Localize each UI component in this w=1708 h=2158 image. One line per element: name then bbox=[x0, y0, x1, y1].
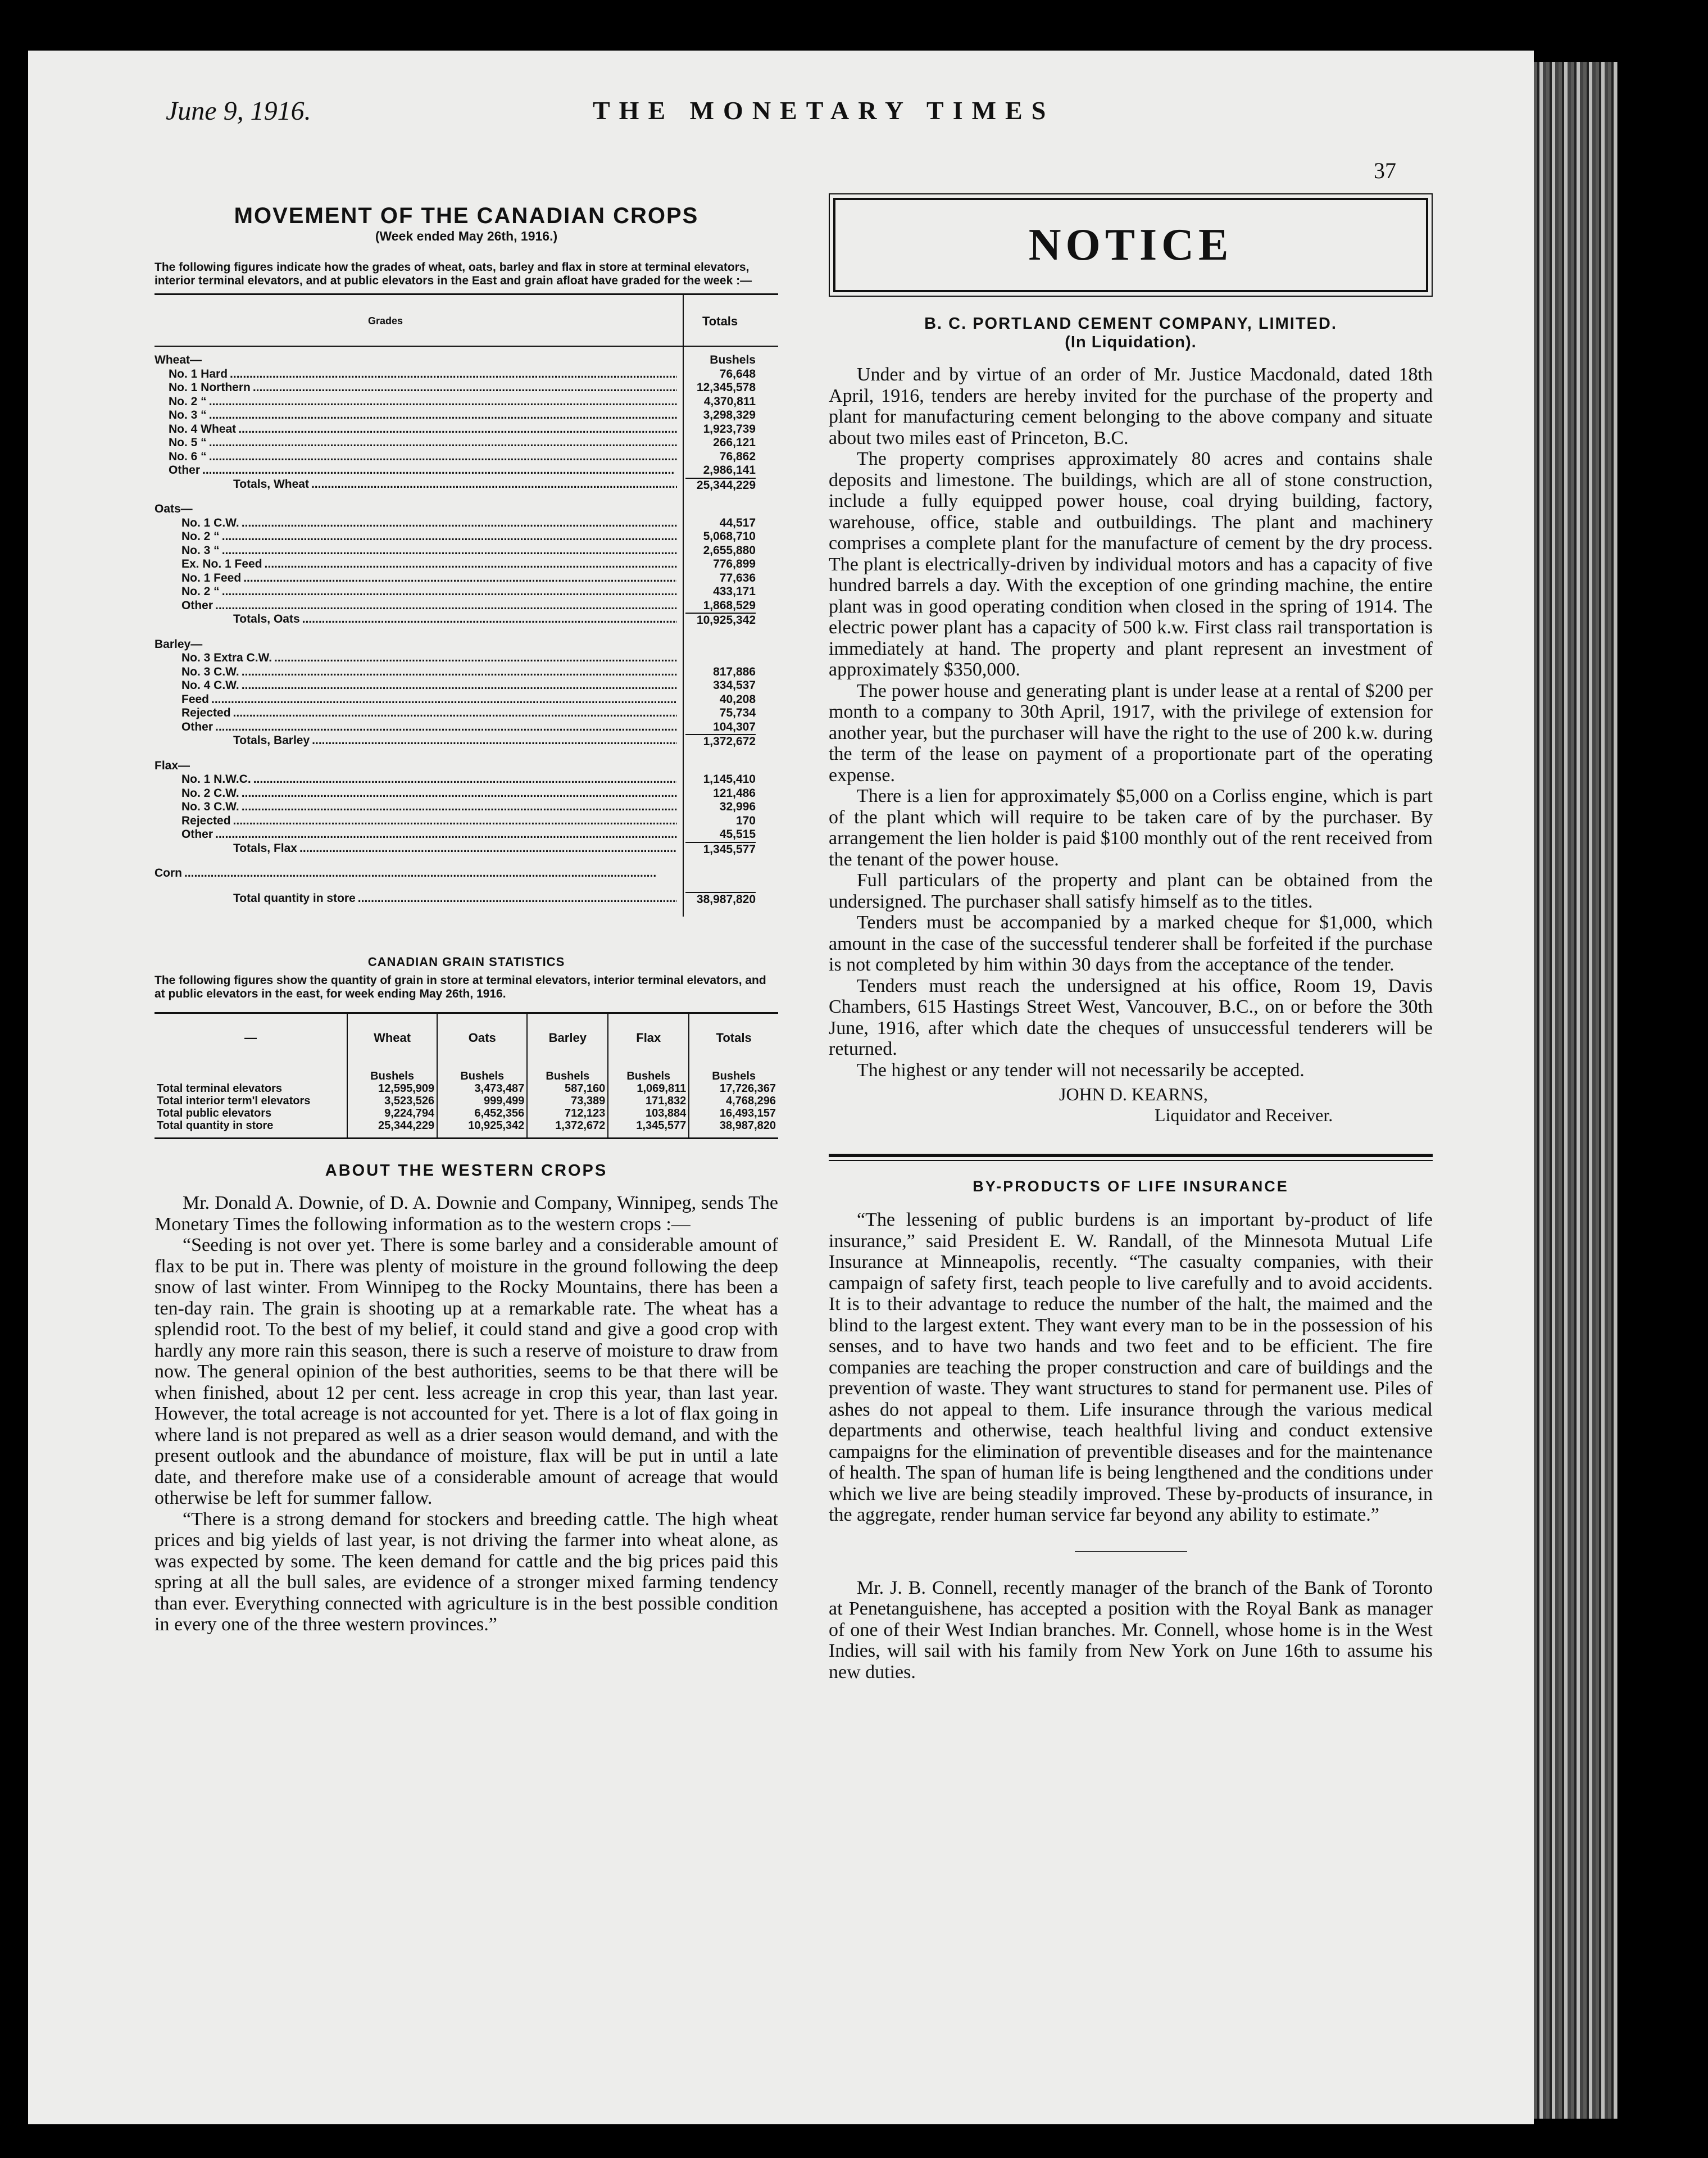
short-rule bbox=[1075, 1551, 1187, 1552]
oats-grade-label: No. 1 C.W. ..... bbox=[155, 516, 677, 531]
oats-grade-value: 2,655,880 bbox=[703, 543, 756, 557]
paragraph: Full particulars of the property and plant can be obtained from the undersigned. The purchaser shall satisfy himself as to the titles. bbox=[829, 870, 1433, 912]
wheat-grade-label: No. 3 “ ..... bbox=[155, 409, 677, 423]
grain-stats-oats: 6,452,356 bbox=[437, 1107, 527, 1119]
crops-title: MOVEMENT OF THE CANADIAN CROPS bbox=[234, 203, 699, 228]
table-row bbox=[155, 773, 778, 787]
table-row bbox=[155, 450, 778, 464]
unit-label: Bushels bbox=[437, 1062, 527, 1082]
table-row bbox=[155, 706, 778, 720]
grain-stats-barley: 1,372,672 bbox=[527, 1119, 608, 1132]
table-row bbox=[155, 651, 778, 665]
flax-grade-value: 32,996 bbox=[719, 800, 756, 813]
oats-total-value: 10,925,342 bbox=[685, 613, 756, 628]
oats-grade-value: 77,636 bbox=[719, 571, 756, 584]
table-row bbox=[155, 395, 778, 409]
table-row bbox=[155, 679, 778, 693]
table-row bbox=[155, 436, 778, 450]
table-row bbox=[155, 665, 778, 679]
grain-stats-wheat: 9,224,794 bbox=[347, 1107, 437, 1119]
grain-stats-oats: 10,925,342 bbox=[437, 1119, 527, 1132]
grain-stats-column-header: — bbox=[244, 1031, 257, 1045]
flax-heading: Flax— bbox=[155, 759, 190, 772]
table-row bbox=[155, 530, 778, 544]
barley-grade-value: 817,886 bbox=[713, 665, 756, 678]
flax-grade-value: 121,486 bbox=[713, 786, 756, 800]
wheat-grade-value: 76,648 bbox=[719, 367, 756, 380]
table-row-total bbox=[155, 613, 778, 627]
crops-subtitle: (Week ended May 26th, 1916.) bbox=[375, 229, 558, 243]
oats-grade-value: 1,868,529 bbox=[703, 599, 756, 612]
wheat-grade-label: No. 1 Northern ..... bbox=[155, 381, 677, 395]
oats-grade-label: Other ..... bbox=[155, 599, 677, 613]
grain-stats-unit-row bbox=[155, 1062, 778, 1082]
table-row bbox=[155, 585, 778, 599]
barley-grade-label: No. 3 C.W. ..... bbox=[155, 665, 677, 679]
wheat-grade-label: No. 6 “ ..... bbox=[155, 450, 677, 464]
paragraph: Mr. Donald A. Downie, of D. A. Downie and Company, Winnipeg, sends The Monetary Times the following information as to the western crops :— bbox=[155, 1193, 778, 1235]
company-name: B. C. PORTLAND CEMENT COMPANY, LIMITED. bbox=[924, 315, 1337, 333]
table-row bbox=[155, 464, 778, 478]
grain-stats-label: Total interior term'l elevators bbox=[157, 1095, 311, 1107]
grain-stats-total: 38,987,820 bbox=[689, 1119, 778, 1132]
signatory-role: Liquidator and Receiver. bbox=[1155, 1105, 1333, 1125]
table-row-grand-total bbox=[155, 892, 778, 906]
wheat-heading: Wheat— bbox=[155, 353, 202, 366]
table-row bbox=[155, 828, 778, 842]
grades-header: Grades bbox=[368, 315, 403, 327]
barley-grade-label: No. 4 C.W. ..... bbox=[155, 679, 677, 693]
grain-stats-flax: 103,884 bbox=[608, 1107, 689, 1119]
grain-stats-barley: 587,160 bbox=[527, 1082, 608, 1095]
oats-grade-label: No. 2 “ ..... bbox=[155, 530, 677, 544]
table-row bbox=[155, 720, 778, 735]
paragraph: “Seeding is not over yet. There is some barley and a considerable amount of flax to be put in. There was plenty of moisture in the ground following the deep snow of last winter. From Winnipeg to the Rocky Mountains, there has been a ten-day rain. The grain is shooting up at a remarkable rate. The wheat has a splendid root. To the best of my belief, it could stand and give a good crop with hardly any more rain this season, there is such a reserve of moisture to draw from now. The general opinion of the best authorities, seems to be that there will be when finished, about 12 per cent. less acreage in crop this year, than last year. However, the total acreage is not accounted for yet. There is a lot of flax going in where land is not prepared as well as a drier season would demand, and with the present outlook and the abundance of moisture, flax will be put in until a late date, and therefore make use of a considerable amount of acreage that would otherwise be left for summer fallow. bbox=[155, 1235, 778, 1508]
flax-total-value: 1,345,577 bbox=[685, 842, 756, 857]
barley-grade-value: 334,537 bbox=[713, 679, 756, 692]
wheat-grade-value: 12,345,578 bbox=[696, 381, 756, 394]
flax-grade-label: No. 2 C.W. ..... bbox=[155, 787, 677, 801]
flax-grade-label: Other ..... bbox=[155, 828, 677, 842]
grain-stats-flax: 1,345,577 bbox=[608, 1119, 689, 1132]
grain-stats-oats: 999,499 bbox=[437, 1095, 527, 1107]
paragraph: Tenders must reach the undersigned at his office, Room 19, Davis Chambers, 615 Hastings Street West, Vancouver, B.C., on or before the 30th June, 1916, after which date the cheques of unsuccessful tenderers will be returned. bbox=[829, 975, 1433, 1059]
journal-title: THE MONETARY TIMES bbox=[593, 96, 1055, 125]
barley-heading: Barley— bbox=[155, 637, 203, 651]
wheat-grade-label: No. 5 “ ..... bbox=[155, 436, 677, 450]
paragraph: “There is a strong demand for stockers and breeding cattle. The high wheat prices and big yields of last year, is not driving the farmer into wheat alone, as was expected by some. The keen demand for cattle and the big prices paid this spring at all the bull sales, are evidence of a stronger mixed farming tendency than ever. Everything connected with agriculture is in the best possible condition in every one of the three western provinces.” bbox=[155, 1508, 778, 1635]
table-row bbox=[155, 381, 778, 395]
grain-stats-flax: 171,832 bbox=[608, 1095, 689, 1107]
table-row bbox=[155, 409, 778, 423]
table-row bbox=[155, 572, 778, 586]
flax-grade-value: 170 bbox=[735, 814, 756, 827]
crops-grades-table bbox=[155, 293, 778, 917]
oats-grade-value: 5,068,710 bbox=[703, 530, 756, 543]
wheat-grade-label: No. 1 Hard ..... bbox=[155, 368, 677, 382]
notice-body bbox=[829, 364, 1433, 1081]
barley-total-value: 1,372,672 bbox=[685, 734, 756, 749]
barley-total-label: Totals, Barley ..... bbox=[155, 734, 677, 748]
section-rule bbox=[829, 1154, 1433, 1161]
table-row bbox=[155, 1107, 778, 1119]
unit-label: Bushels bbox=[710, 353, 756, 366]
grand-total-label: Total quantity in store ..... bbox=[155, 892, 677, 906]
table-row bbox=[155, 800, 778, 814]
table-row-total bbox=[155, 478, 778, 492]
right-column bbox=[829, 191, 1433, 1683]
grain-stats-wheat: 25,344,229 bbox=[347, 1119, 437, 1132]
wheat-grade-label: No. 2 “ ..... bbox=[155, 395, 677, 409]
oats-grade-value: 776,899 bbox=[713, 557, 756, 570]
grain-stats-column-header: Flax bbox=[608, 1013, 689, 1063]
corn-label: Corn ..... bbox=[155, 867, 677, 881]
table-row bbox=[155, 544, 778, 558]
oats-grade-label: No. 3 “ ..... bbox=[155, 544, 677, 558]
table-row bbox=[155, 814, 778, 828]
table-row bbox=[155, 423, 778, 437]
signatory-name: JOHN D. KEARNS, bbox=[1059, 1084, 1208, 1104]
wheat-grade-value: 3,298,329 bbox=[703, 409, 756, 421]
flax-total-label: Totals, Flax ..... bbox=[155, 842, 677, 856]
grain-stats-table bbox=[155, 1012, 778, 1139]
wheat-total-label: Totals, Wheat ..... bbox=[155, 478, 677, 492]
paragraph: There is a lien for approximately $5,000 on a Corliss engine, which is part of the plant which will require to be taken care of by the purchaser. By arrangement the lien holder is paid $100 monthly out of the rent received from the tenant of the power house. bbox=[829, 786, 1433, 870]
wheat-total-value: 25,344,229 bbox=[685, 478, 756, 493]
oats-total-label: Totals, Oats ..... bbox=[155, 613, 677, 627]
grain-stats-wheat: 12,595,909 bbox=[347, 1082, 437, 1095]
western-crops-title: ABOUT THE WESTERN CROPS bbox=[325, 1162, 608, 1180]
grain-stats-title: CANADIAN GRAIN STATISTICS bbox=[367, 955, 565, 969]
barley-grade-label: Rejected ..... bbox=[155, 706, 677, 720]
page-number: 37 bbox=[1374, 158, 1396, 183]
barley-grade-label: No. 3 Extra C.W. ..... bbox=[155, 651, 677, 665]
grand-total-value: 38,987,820 bbox=[685, 892, 756, 907]
paragraph: The power house and generating plant is under lease at a rental of $200 per month to a company to 30th April, 1917, with the privilege of extension for another year, but the purchaser will have the right to the use of 200 k.w. during the term of the lease on payment of a proportionate part of the operating expense. bbox=[829, 680, 1433, 786]
table-row-total bbox=[155, 842, 778, 856]
table-row bbox=[155, 516, 778, 531]
barley-grade-label: Feed ..... bbox=[155, 693, 677, 707]
paragraph: The highest or any tender will not necessarily be accepted. bbox=[857, 1059, 1305, 1081]
flax-grade-label: No. 3 C.W. ..... bbox=[155, 800, 677, 814]
grain-stats-label: Total quantity in store bbox=[157, 1119, 274, 1132]
grain-stats-flax: 1,069,811 bbox=[608, 1082, 689, 1095]
paragraph: Mr. J. B. Connell, recently manager of the branch of the Bank of Toronto at Penetanguishene, has accepted a position with the Royal Bank as manager of one of their West Indian branches. Mr. Connell, whose home is in the West Indies, will sail with his family from New York on June 16th to assume his new duties. bbox=[829, 1577, 1433, 1683]
life-insurance-body bbox=[829, 1209, 1433, 1526]
life-insurance-title: BY-PRODUCTS OF LIFE INSURANCE bbox=[973, 1178, 1289, 1195]
table-header bbox=[155, 295, 778, 347]
wheat-grade-value: 266,121 bbox=[713, 436, 756, 449]
grain-stats-column-header: Wheat bbox=[347, 1013, 437, 1063]
paragraph: The property comprises approximately 80 acres and contains shale deposits and limestone. The buildings, which are all of stone construction, include a fully equipped power house, coal drying building, factory, warehouse, office, stable and outbuildings. The plant and machinery comprises a complete plant for the manufacture of cement by the dry process. The plant is electrically-driven by individual motors and has a capacity of five hundred barrels a day. With the exception of one grinding machine, the entire plant was in good operating condition when closed in the spring of 1914. The electric power plant has a capacity of 500 k.w. First class rail transportation is immediately at hand. The property and plant represent an investment of approximately $350,000. bbox=[829, 448, 1433, 680]
connell-note bbox=[829, 1577, 1433, 1683]
table-row bbox=[155, 599, 778, 613]
crops-intro: The following figures indicate how the grades of wheat, oats, barley and flax in store at terminal elevators, interior terminal elevators, and at public elevators in the East and grain afloat have graded for the week :— bbox=[155, 261, 752, 287]
grain-stats-intro: The following figures show the quantity of grain in store at terminal elevators, interior terminal elevators, and at public elevators in the east, for week ending May 26th, 1916. bbox=[155, 974, 766, 1000]
unit-label: Bushels bbox=[347, 1062, 437, 1082]
notice-title: NOTICE bbox=[1028, 220, 1233, 270]
grain-stats-label: Total public elevators bbox=[157, 1107, 272, 1119]
grain-stats-wheat: 3,523,526 bbox=[347, 1095, 437, 1107]
flax-grade-value: 1,145,410 bbox=[703, 773, 756, 786]
wheat-grade-value: 1,923,739 bbox=[703, 422, 756, 436]
western-crops-body bbox=[155, 1193, 778, 1635]
table-row bbox=[155, 693, 778, 707]
page-edges bbox=[1534, 62, 1618, 2119]
issue-date: June 9, 1916. bbox=[166, 96, 311, 126]
oats-grade-label: No. 2 “ ..... bbox=[155, 585, 677, 599]
grain-stats-barley: 73,389 bbox=[527, 1095, 608, 1107]
oats-grade-value: 44,517 bbox=[719, 516, 756, 529]
table-row bbox=[155, 1082, 778, 1095]
flax-grade-value: 45,515 bbox=[719, 828, 756, 841]
grain-stats-total: 4,768,296 bbox=[689, 1095, 778, 1107]
grain-stats-barley: 712,123 bbox=[527, 1107, 608, 1119]
totals-header: Totals bbox=[702, 314, 738, 328]
wheat-grade-value: 4,370,811 bbox=[703, 395, 756, 408]
paragraph: Tenders must be accompanied by a marked cheque for $1,000, which amount in the case of the successful tenderer shall be forfeited if the purchase is not completed by him within 30 days from the acceptance of the tender. bbox=[829, 912, 1433, 975]
paragraph: “The lessening of public burdens is an important by-product of life insurance,” said President E. W. Randall, of the Minnesota Mutual Life Insurance at Minneapolis, recently. “The casualty companies, with their campaign of safety first, teach people to live carefully and to avoid accidents. It is to their advantage to reduce the number of the halt, the maimed and the blind to the largest extent. They want every man to be in the possession of his senses, and to have two hands and two feet and to be efficient. The fire companies are teaching the proper construction and care of buildings and the prevention of waste. They want structures to stand for permanent use. Piles of ashes do not appeal to them. Life insurance through the various medical departments and otherwise, teach healthful living and conduct extensive campaigns for the elimination of preventible diseases and for the maintenance of health. The span of human life is being lengthened and the conditions under which we live are being steadily improved. These by-products of insurance, in the aggregate, render human service far beyond any ability to estimate.” bbox=[829, 1209, 1433, 1525]
company-status: (In Liquidation). bbox=[1065, 333, 1197, 351]
flax-grade-label: No. 1 N.W.C. ..... bbox=[155, 773, 677, 787]
notice-box bbox=[833, 198, 1428, 292]
grain-stats-total: 16,493,157 bbox=[689, 1107, 778, 1119]
oats-grade-label: Ex. No. 1 Feed ..... bbox=[155, 557, 677, 572]
oats-grade-value: 433,171 bbox=[713, 585, 756, 598]
barley-grade-label: Other ..... bbox=[155, 720, 677, 735]
flax-grade-label: Rejected ..... bbox=[155, 814, 677, 828]
wheat-grade-value: 76,862 bbox=[719, 450, 756, 463]
table-row bbox=[155, 1095, 778, 1107]
unit-label: Bushels bbox=[689, 1062, 778, 1082]
paragraph: Under and by virtue of an order of Mr. Justice Macdonald, dated 18th April, 1916, tenders are hereby invited for the purchase of the property and plant for manufacturing cement belonging to the above company and situate about two miles east of Princeton, B.C. bbox=[829, 364, 1433, 448]
unit-label: Bushels bbox=[608, 1062, 689, 1082]
barley-grade-value: 40,208 bbox=[719, 692, 756, 706]
grain-stats-column-header: Oats bbox=[437, 1013, 527, 1063]
oats-heading: Oats— bbox=[155, 502, 193, 515]
unit-label: Bushels bbox=[527, 1062, 608, 1082]
table-row bbox=[155, 353, 778, 368]
wheat-grade-label: Other ..... bbox=[155, 464, 677, 478]
wheat-grade-value: 2,986,141 bbox=[703, 464, 756, 477]
table-row bbox=[155, 867, 778, 881]
table-row bbox=[155, 557, 778, 572]
table-row-total bbox=[155, 734, 778, 748]
grain-stats-oats: 3,473,487 bbox=[437, 1082, 527, 1095]
wheat-grade-label: No. 4 Wheat ..... bbox=[155, 423, 677, 437]
left-column bbox=[155, 191, 778, 1635]
barley-grade-value: 104,307 bbox=[713, 720, 756, 733]
grain-stats-total: 17,726,367 bbox=[689, 1082, 778, 1095]
table-row bbox=[155, 1119, 778, 1132]
grain-stats-label: Total terminal elevators bbox=[157, 1082, 283, 1095]
table-row bbox=[155, 368, 778, 382]
oats-grade-label: No. 1 Feed ..... bbox=[155, 572, 677, 586]
grain-stats-column-header: Barley bbox=[527, 1013, 608, 1063]
table-row bbox=[155, 787, 778, 801]
grain-stats-column-header: Totals bbox=[689, 1013, 778, 1063]
barley-grade-value: 75,734 bbox=[719, 706, 756, 719]
